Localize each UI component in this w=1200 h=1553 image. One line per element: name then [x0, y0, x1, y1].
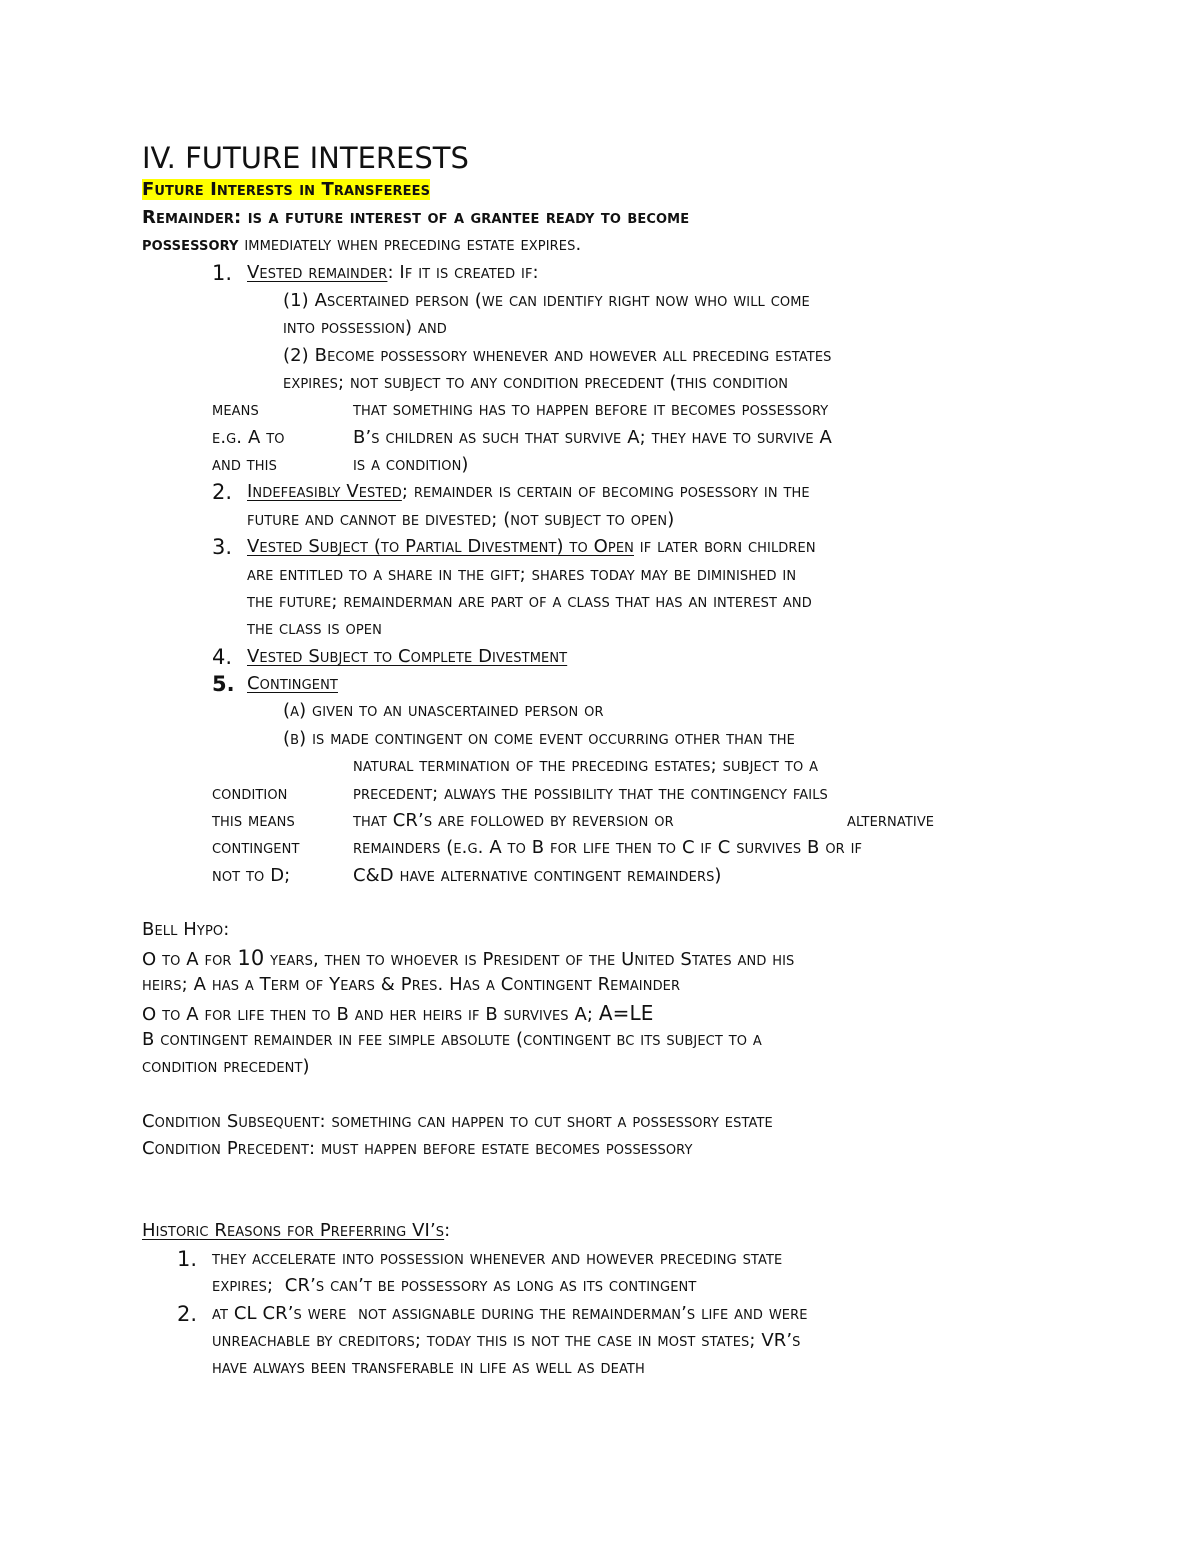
- list-number: 3.: [212, 535, 233, 559]
- note-text: is a condition): [353, 454, 469, 475]
- historic-heading: Historic Reasons for Preferring VI’s:: [142, 1220, 451, 1241]
- note-text-extra: alternative: [847, 810, 935, 831]
- vested-condition-2b: expires; not subject to any condition precedent (this condition: [283, 372, 789, 393]
- contingent-b: (b) is made contingent on come event occurring other than the: [283, 728, 795, 749]
- remainder-term: Remainder:: [142, 207, 242, 228]
- historic-item-line: at CL CR’s were not assignable during the remainderman’s life and were: [212, 1303, 808, 1324]
- bell-hypo-line: condition precedent): [142, 1056, 310, 1077]
- vested-condition-1b: into possession) and: [283, 317, 447, 338]
- section-subtitle: [142, 181, 430, 199]
- list-number: 5.: [212, 672, 235, 696]
- condition-subsequent: Condition Subsequent: something can happen to cut short a possessory estate: [142, 1111, 773, 1132]
- vested-condition-2a: (2) Become possessory whenever and however all preceding estates: [283, 345, 832, 366]
- note-text: remainders (e.g. A to B for life then to C if C survives B or if: [353, 837, 863, 858]
- bell-hypo-heading: Bell Hypo:: [142, 919, 230, 940]
- type-complete-divestment: Vested Subject to Complete Divestment: [247, 646, 568, 667]
- historic-item-line: unreachable by creditors; today this is not the case in most states; VR’s: [212, 1330, 801, 1351]
- open-cont-line: the future; remainderman are part of a class that has an interest and: [247, 591, 812, 612]
- bell-hypo-line: O to A for life then to B and her heirs if B survives A; A=LE: [142, 1001, 654, 1025]
- note-text: precedent; always the possibility that the contingency fails: [353, 783, 828, 804]
- subtitle-highlight: Future Interests in Transferees: [142, 179, 431, 200]
- bell-hypo-line: heirs; A has a Term of Years & Pres. Has a Contingent Remainder: [142, 974, 681, 995]
- historic-item-line: they accelerate into possession whenever and however preceding state: [212, 1248, 783, 1269]
- margin-note: condition: [212, 783, 288, 804]
- note-text: that something has to happen before it becomes possessory: [353, 399, 829, 420]
- margin-note: and this: [212, 454, 277, 475]
- page-title: IV. FUTURE INTERESTS: [142, 141, 469, 175]
- indefeasibly-vested-cont: future and cannot be divested; (not subject to open): [247, 509, 675, 530]
- type-vested-remainder: Vested remainder: If it is created if:: [247, 262, 539, 283]
- type-vested-subject-to-open: Vested Subject (to Partial Divestment) to Open if later born children: [247, 536, 816, 557]
- historic-item-line: expires; CR’s can’t be possessory as long as its contingent: [212, 1275, 697, 1296]
- contingent-a: (a) given to an unascertained person or: [283, 700, 604, 721]
- margin-note: not to D;: [212, 865, 291, 886]
- remainder-definition-line2: possessory immediately when preceding estate expires.: [142, 234, 582, 255]
- list-number: 1.: [177, 1247, 198, 1271]
- note-text: that CR’s are followed by reversion or: [353, 810, 674, 831]
- list-number: 2.: [177, 1302, 198, 1326]
- margin-note: this means: [212, 810, 295, 831]
- type-contingent: Contingent: [247, 673, 338, 694]
- bell-hypo-line: O to A for 10 years, then to whoever is President of the United States and his: [142, 946, 795, 970]
- condition-precedent: Condition Precedent: must happen before estate becomes possessory: [142, 1138, 693, 1159]
- note-text: B’s children as such that survive A; they have to survive A: [353, 427, 832, 448]
- open-cont-line: are entitled to a share in the gift; shares today may be diminished in: [247, 564, 797, 585]
- open-cont-line: the class is open: [247, 618, 382, 639]
- margin-note: means: [212, 399, 259, 420]
- list-number: 2.: [212, 480, 233, 504]
- vested-condition-1a: (1) Ascertained person (we can identify right now who will come: [283, 290, 810, 311]
- type-indefeasibly-vested: Indefeasibly Vested; remainder is certain of becoming posessory in the: [247, 481, 810, 502]
- list-number: 4.: [212, 645, 233, 669]
- bell-hypo-line: B contingent remainder in fee simple absolute (contingent bc its subject to a: [142, 1029, 762, 1050]
- margin-note: contingent: [212, 837, 300, 858]
- list-number: 1.: [212, 261, 233, 285]
- remainder-definition-line1: Remainder: is a future interest of a grantee ready to become: [142, 207, 690, 228]
- note-text: C&D have alternative contingent remainders): [353, 865, 722, 886]
- contingent-b-cont: natural termination of the preceding estates; subject to a: [353, 755, 819, 776]
- margin-note: e.g. A to: [212, 427, 285, 448]
- historic-item-line: have always been transferable in life as well as death: [212, 1357, 645, 1378]
